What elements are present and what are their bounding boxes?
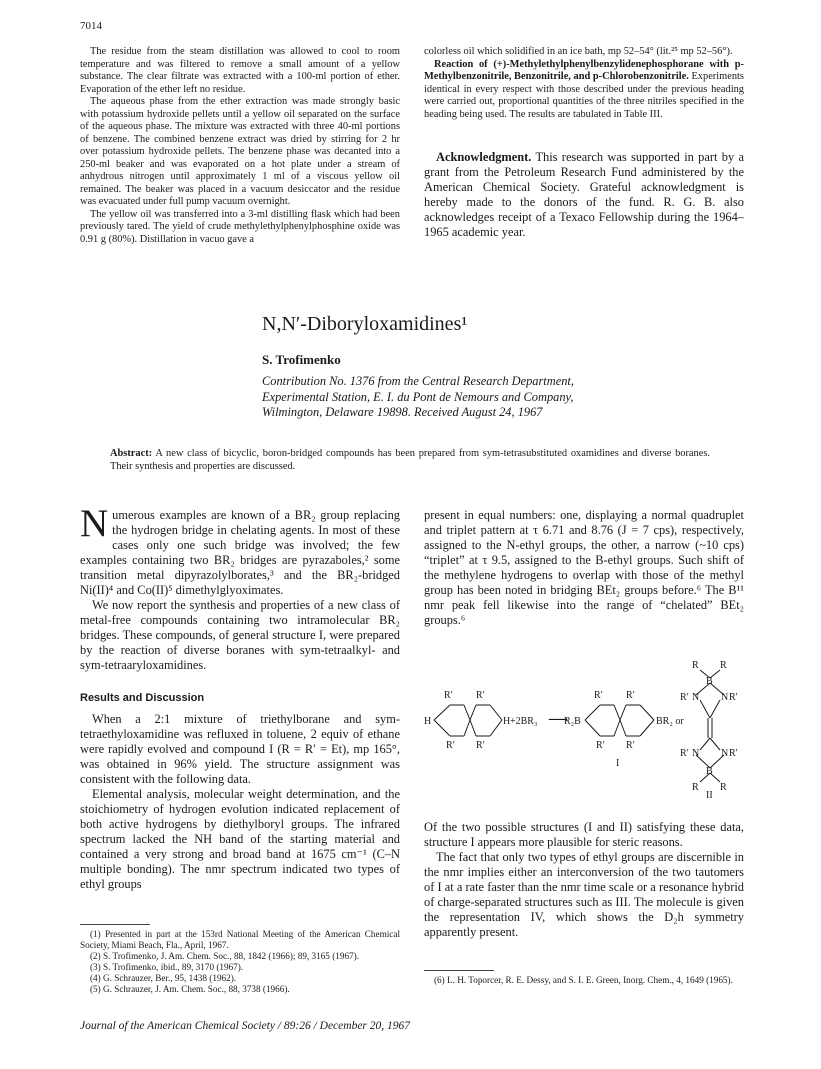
scheme-label: R₂B	[564, 716, 581, 727]
footnote: (1) Presented in part at the 153rd National Meeting of the American Chemical Society, Miami Beach, Fla., April, 1967.	[80, 929, 400, 950]
drop-cap: N	[80, 502, 109, 545]
right-body-column-bottom	[424, 820, 744, 940]
scheme-label: R′	[476, 690, 485, 701]
acknowledgment-paragraph	[424, 150, 744, 240]
footnote: (4) G. Schrauzer, Ber., 95, 1438 (1962).	[90, 973, 237, 983]
footnote: (6) L. H. Toporcer, R. E. Dessy, and S. I. E. Green, Inorg. Chem., 4, 1649 (1965).	[434, 975, 733, 985]
arrow-icon: ⟶	[548, 713, 569, 728]
acknowledgment	[424, 150, 744, 240]
abstract-label: Abstract:	[110, 448, 153, 459]
article-author: S. Trofimenko	[262, 352, 341, 367]
scheme-label: R′	[680, 748, 689, 759]
scheme-label: BR₂ or	[656, 716, 684, 727]
scheme-label: R	[692, 660, 699, 671]
footnotes-left	[80, 920, 400, 995]
abstract-text: A new class of bicyclic, boron-bridged compounds has been prepared from sym-tetrasubstituted oxamidines and diverse boranes. Their synthesis and properties are discussed.	[110, 448, 710, 472]
scheme-label: R′	[729, 748, 738, 759]
footnote-rule	[80, 924, 150, 925]
scheme-label: B	[706, 676, 713, 687]
scheme-label: R′	[729, 692, 738, 703]
scheme-label: H	[424, 716, 432, 727]
footnote: (2) S. Trofimenko, J. Am. Chem. Soc., 88, 1842 (1966); 89, 3165 (1967).	[90, 951, 359, 961]
abstract	[110, 448, 710, 473]
affiliation-line: Experimental Station, E. I. du Pont de Nemours and Company,	[262, 389, 574, 404]
scheme-label: R	[720, 782, 727, 793]
footnote: (5) G. Schrauzer, J. Am. Chem. Soc., 88, 3738 (1966).	[90, 984, 290, 994]
scheme-label: R′	[594, 690, 603, 701]
right-body-column-top	[424, 508, 744, 628]
intro-paragraph	[80, 502, 400, 598]
results-paragraph: Elemental analysis, molecular weight determination, and the stoichiometry of hydrogen evolution indicated replacement of both active hydrogens by diethylboryl groups. The infrared spectrum lacked the NH band of the starting material and contained a very strong and broad band at 1675 cm⁻¹ (C–N multiple bonding). The nmr spectrum indicated two types of ethyl groups	[80, 787, 400, 891]
reaction-body: Experiments identical in every respect with those described under the previous heading were carried out, proportional quantities of the three nitriles specified in the heading being used. The results are tabulated in Table III.	[424, 71, 744, 120]
top-right-column	[424, 46, 744, 121]
experimental-paragraph: The yellow oil was transferred into a 3-ml distilling flask which had been previously tared. The yield of crude methylethylphenylphosphine oxide was 0.91 g (80%). Distillation in vacuo gave a	[80, 208, 400, 245]
top-left-column	[80, 46, 400, 246]
section-heading: Results and Discussion	[80, 692, 205, 704]
reaction-heading: Reaction of (+)-Methylethylphenylbenzylidenephosphorane with p-Methylbenzonitrile, Benzonitrile, and p-Chlorobenzonitrile.	[424, 58, 744, 82]
reaction-paragraph	[424, 59, 744, 122]
left-body-column	[80, 502, 400, 892]
affiliation-line: Contribution No. 1376 from the Central Research Department,	[262, 374, 574, 388]
structure-label-ii: II	[706, 790, 713, 800]
scheme-label: R′	[680, 692, 689, 703]
experimental-continuation: colorless oil which solidified in an ice bath, mp 52–54° (lit.²⁵ mp 52–56°).	[424, 46, 733, 57]
acknowledgment-heading: Acknowledgment.	[436, 150, 532, 164]
reaction-scheme	[420, 650, 750, 800]
scheme-reagent: +2BR₃	[510, 716, 538, 727]
scheme-label: R	[692, 782, 699, 793]
scheme-label: B	[706, 766, 713, 777]
scheme-label: R′	[626, 740, 635, 751]
scheme-label: R′	[626, 690, 635, 701]
scheme-label: H	[503, 716, 511, 727]
scheme-label: N	[692, 748, 700, 759]
scheme-label: R	[720, 660, 727, 671]
scheme-label: N	[721, 748, 729, 759]
structure-paragraph: Of the two possible structures (I and II) satisfying these data, structure I appears more plausible for steric reasons.	[424, 820, 744, 849]
page-number: 7014	[80, 20, 102, 32]
journal-footer: Journal of the American Chemical Society / 89:26 / December 20, 1967	[80, 1020, 411, 1032]
scheme-label: R′	[446, 740, 455, 751]
experimental-paragraph: The aqueous phase from the ether extraction was made strongly basic with potassium hydroxide pellets until a yellow oil separated on the surface of the aqueous phase. The mixture was extracted with three 40-ml portions of benzene. The combined benzene extract was dried by stirring for 2 hr over potassium hydroxide pellets. The benzene phase was decanted into a 250-ml beaker and was evaporated on a hot plate under a stream of anhydrous nitrogen until approximately 1 ml of a viscous yellow oil remained. The beaker was placed in a vacuum desiccator and the residue was evacuated under full pump vacuum overnight.	[80, 96, 400, 207]
experimental-paragraph: The residue from the steam distillation was allowed to cool to room temperature and was filtered to remove a small amount of a yellow substance. The clear filtrate was extracted with a 100-ml portion of ether. Evaporation of the ether left no residue.	[80, 46, 400, 95]
footnotes-right	[424, 966, 744, 986]
structure-label-i: I	[616, 758, 620, 769]
scheme-label: N	[721, 692, 729, 703]
affiliation-line: Wilmington, Delaware 19898. Received August 24, 1967	[262, 405, 543, 419]
scheme-label: N	[692, 692, 700, 703]
footnote: (3) S. Trofimenko, ibid., 89, 3170 (1967).	[90, 962, 244, 972]
scheme-label: R′	[596, 740, 605, 751]
results-paragraph: When a 2:1 mixture of triethylborane and sym-tetraethyloxamidine was refluxed in toluene, 2 equiv of ethane were rapidly evolved and compound I (R = R′ = Et), mp 165°, was obtained in 96% yield. The structure assignment was consistent with the following data.	[80, 712, 400, 786]
scheme-label: R′	[476, 740, 485, 751]
intro-paragraph: We now report the synthesis and properties of a new class of metal-free compounds containing two intramolecular BR₂ bridges. These compounds, of general structure I, were prepared by the reaction of diverse boranes with sym-tetraalkyl- and sym-tetraaryloxamidines.	[80, 598, 400, 672]
intro-text: umerous examples are known of a BR₂ group replacing the hydrogen bridge in chelating agents. In most of these cases only one such bridge was involved; the few examples containing two BR₂ bridges are pyrazaboles,² some transition metal dipyrazolylborates,³ and the BR₂-bridged Ni(II)⁴ and Co(II)⁵ dimethylglyoximates.	[80, 508, 400, 597]
acknowledgment-body: This research was supported in part by a grant from the Petroleum Research Fund administered by the American Chemical Society. Grateful acknowledgment is hereby made to the donors of the fund. R. G. B. also acknowledges receipt of a Texaco Fellowship during the 1964–1965 academic year.	[424, 150, 744, 239]
article-affiliation	[262, 374, 702, 421]
nmr-paragraph: present in equal numbers: one, displaying a normal quadruplet and triplet pattern at τ 6.71 and 8.76 (J = 7 cps), respectively, assigned to the N-ethyl groups, the other, a narrow (~10 cps) “triplet” at τ 9.5, assigned to the B-ethyl groups. Such shift of the methylene hydrogens to overlap with those of the methyl group has been noted in bridging BEt₂ groups before.⁶ The B¹¹ nmr peak fell likewise into the range of “chelated” BEt₂ groups.⁶	[424, 508, 744, 627]
scheme-label: R′	[444, 690, 453, 701]
footnote-rule	[424, 970, 494, 971]
structure-paragraph: The fact that only two types of ethyl groups are discernible in the nmr implies either an interconversion of the two tautomers of I at a rate faster than the nmr time scale or a resonance hybrid of charge-separated structures such as III. The molecule is given the representation IV, which shows the D₂h symmetry apparently present.	[424, 850, 744, 939]
article-title: N,N′-Diboryloxamidines¹	[262, 313, 468, 335]
